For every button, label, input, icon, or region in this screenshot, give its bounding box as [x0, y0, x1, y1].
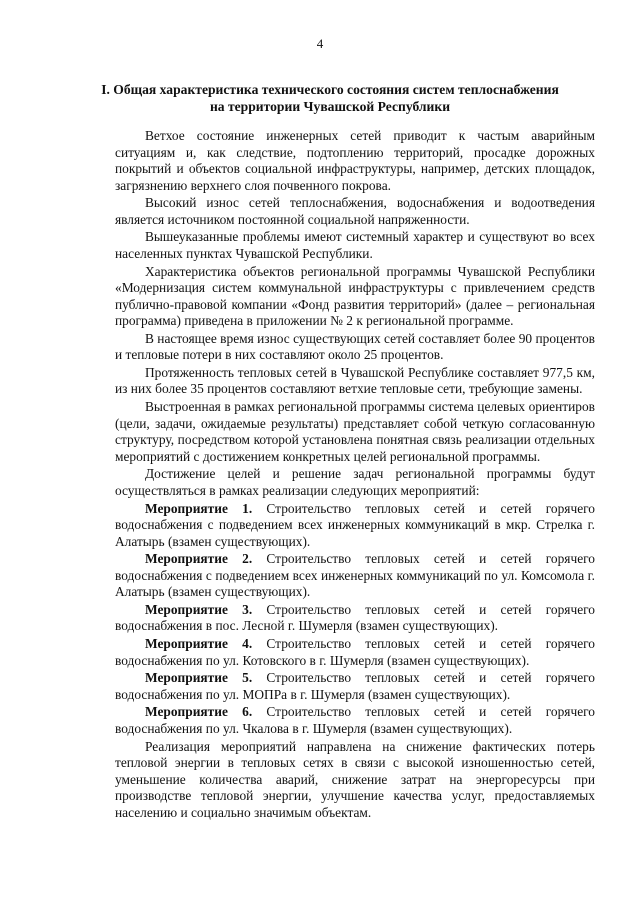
- closing-paragraph: Реализация мероприятий направлена на снижение фактических потерь тепловой энергии в тепловых сетях в связи с высокой изношенностью сетей, уменьшение количества аварий, снижение затрат на энергоресурсы при производстве тепловой энергии, улучшение качества услуг, предоставляемых населению и социально значимым объектам.: [115, 738, 595, 820]
- measure-1-label: Мероприятие 1.: [145, 500, 253, 516]
- paragraph-4: Характеристика объектов региональной программы Чувашской Республики «Модернизация систем коммунальной инфраструктуры с привлечением средств публично-правовой компании «Фонд развития территорий» (далее – региональная программа) приведена в приложении № 2 к региональной программе.: [115, 263, 595, 329]
- measure-4: [115, 636, 595, 669]
- measure-6: [115, 704, 595, 737]
- section-heading: [100, 82, 560, 115]
- paragraph-6: Протяженность тепловых сетей в Чувашской Республике составляет 977,5 км, из них более 35 процентов составляют ветхие тепловые сети, требующие замены.: [115, 364, 595, 397]
- measure-2-label: Мероприятие 2.: [145, 551, 253, 567]
- measure-1: [115, 501, 595, 551]
- measure-6-text: Строительство тепловых сетей и сетей горячего водоснабжения по ул. Чкалова в г. Шумерля (взамен существующих).: [115, 704, 595, 736]
- paragraph-2: Высокий износ сетей теплоснабжения, водоснабжения и водоотведения является источником постоянной социальной напряженности.: [115, 195, 595, 227]
- measure-5-label: Мероприятие 5.: [145, 670, 253, 686]
- measure-4-text: Строительство тепловых сетей и сетей горячего водоснабжения по ул. Котовского в г. Шумерля (взамен существующих).: [115, 636, 595, 668]
- paragraph-1: Ветхое состояние инженерных сетей приводит к частым аварийным ситуациям и, как следствие, подтоплению территорий, просадке дорожных покрытий и объектов социальной инфраструктуры, например, детских площадок, загрязнению верхнего слоя почвенного покрова.: [115, 128, 595, 193]
- section-heading-line-2: на территории Чувашской Республики: [209, 98, 451, 114]
- measure-5-text: Строительство тепловых сетей и сетей горячего водоснабжения по ул. МОПРа в г. Шумерля (взамен существующих).: [115, 670, 595, 702]
- paragraph-7: Выстроенная в рамках региональной программы система целевых ориентиров (цели, задачи, ожидаемые результаты) представляет собой четкую согласованную структуру, посредством которой установлена понятная связь реализации отдельных мероприятий с достижением конкретных целей региональной программы.: [115, 399, 595, 464]
- measure-3-label: Мероприятие 3.: [145, 601, 253, 617]
- measure-5: [115, 670, 595, 703]
- paragraph-8: Достижение целей и решение задач региональной программы будут осуществляться в рамках реализации следующих мероприятий:: [115, 466, 595, 498]
- measure-2: [115, 551, 595, 601]
- paragraph-5: В настоящее время износ существующих сетей составляет более 90 процентов и тепловые потери в них составляют около 25 процентов.: [115, 330, 595, 363]
- page-number: 4: [316, 36, 324, 51]
- measure-4-label: Мероприятие 4.: [145, 636, 253, 652]
- measure-1-text: Строительство тепловых сетей и сетей горячего водоснабжения с подведением всех инженерных коммуникаций в мкр. Стрелка г. Алатырь (взамен существующих).: [115, 500, 595, 549]
- measure-6-label: Мероприятие 6.: [145, 704, 253, 720]
- measure-3-text: Строительство тепловых сетей и сетей горячего водоснабжения в пос. Лесной г. Шумерля (взамен существующих).: [115, 601, 595, 634]
- paragraph-3: Вышеуказанные проблемы имеют системный характер и существуют во всех населенных пунктах Чувашской Республики.: [115, 229, 595, 261]
- measure-3: [115, 602, 595, 635]
- body-text: [115, 128, 595, 822]
- measure-2-text: Строительство тепловых сетей и сетей горячего водоснабжения с подведением всех инженерных коммуникаций по ул. Комсомола г. Алатырь (взамен существующих).: [115, 551, 595, 600]
- section-heading-line-1: I. Общая характеристика технического состояния систем теплоснабжения: [101, 82, 559, 97]
